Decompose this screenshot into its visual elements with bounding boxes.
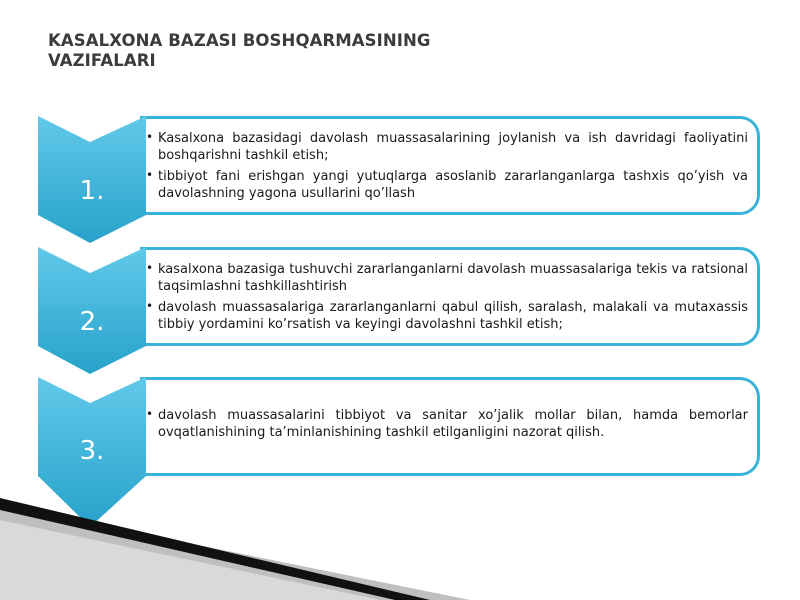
page-title: KASALXONA BAZASI BOSHQARMASINING VAZIFALARI: [48, 31, 431, 70]
item-2-bullet-2: • davolash muassasalariga zararlanganlarni qabul qilish, saralash, malakali va mutaxassis tibbiy yordamini ko’rsatish va keyingi davolashni tashkil etish;: [146, 299, 748, 333]
item-2-number: 2.: [79, 307, 105, 337]
item-1-number: 1.: [79, 176, 105, 206]
item-1-bullet-2: • tibbiyot fani erishgan yangi yutuqlarga asoslanib zararlanganlarga tashxis qo’yish va davolashning yagona usullarini qo’llash: [146, 168, 748, 202]
item-3-number: 3.: [79, 436, 105, 466]
item-1-bullet-1: • Kasalxona bazasidagi davolash muassasalarining joylanish va ish davridagi faoliyatini boshqarishni tashkil etish;: [146, 130, 748, 164]
item-3-bullet-1: • davolash muassasalarini tibbiyot va sanitar xo’jalik mollar bilan, hamda bemorlar ovqatlanishining ta’minlanishining tashkil etilganligini nazorat qilish.: [146, 407, 748, 441]
item-2-bullet-1: • kasalxona bazasiga tushuvchi zararlanganlarni davolash muassasalariga tekis va ratsional taqsimlashni tashkillashtirish: [146, 261, 748, 295]
corner-shade-light: [0, 520, 380, 600]
